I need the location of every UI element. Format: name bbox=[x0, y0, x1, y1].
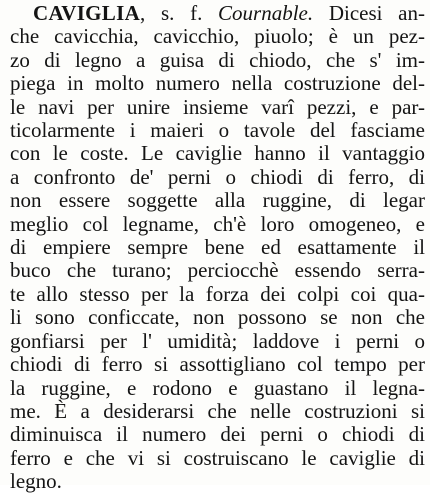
entry-line: piega in molto numero nella costruzione del- bbox=[10, 71, 425, 96]
entry-grammar: , s. f. bbox=[140, 1, 219, 25]
entry-line: chiodi di ferro si assottigliano col tempo per bbox=[10, 352, 425, 377]
entry-line: ticolarmente i maieri o tavole del fasciame bbox=[10, 118, 425, 143]
entry-line: meglio col legname, ch'è loro omogeneo, e bbox=[10, 211, 425, 236]
entry-line: ferro e che vi si costruiscano le caviglie di bbox=[10, 445, 425, 470]
entry-first-line bbox=[33, 2, 425, 25]
entry-line: con le coste. Le caviglie hanno il vantaggio bbox=[10, 141, 425, 166]
entry-line: le navi per unire insieme varî pezzi, e par- bbox=[10, 94, 425, 119]
entry-line: zo di legno a guisa di chiodo, che s' im- bbox=[10, 47, 425, 72]
entry-text: Dicesi an- bbox=[313, 1, 425, 25]
entry-line: li sono conficcate, non possono se non che bbox=[10, 305, 425, 330]
entry-line: te allo stesso per la forza dei colpi coi qua- bbox=[10, 281, 425, 306]
entry-line: a confronto de' perni o chiodi di ferro, di bbox=[10, 164, 425, 189]
entry-line: buco che turano; perciocchè essendo serra- bbox=[10, 258, 425, 283]
entry-last-line: legno. bbox=[10, 469, 62, 494]
entry-headword: CAVIGLIA bbox=[33, 1, 141, 25]
entry-line: gonfiarsi per l' umidità; laddove i perni o bbox=[10, 328, 425, 353]
dictionary-entry bbox=[10, 1, 425, 494]
entry-line: la ruggine, e rodono e guastano il legna- bbox=[10, 375, 425, 400]
entry-line: non essere soggette alla ruggine, di legar bbox=[10, 188, 425, 213]
entry-line: diminuisca il numero dei perni o chiodi di bbox=[10, 422, 425, 447]
entry-line: me. È a desiderarsi che nelle costruzioni si bbox=[10, 398, 425, 423]
entry-line: di empiere sempre bene ed esattamente il bbox=[10, 235, 425, 260]
entry-line: che cavicchia, cavicchio, piuolo; è un pez- bbox=[10, 24, 425, 49]
entry-english-gloss: Cournable. bbox=[218, 1, 314, 25]
